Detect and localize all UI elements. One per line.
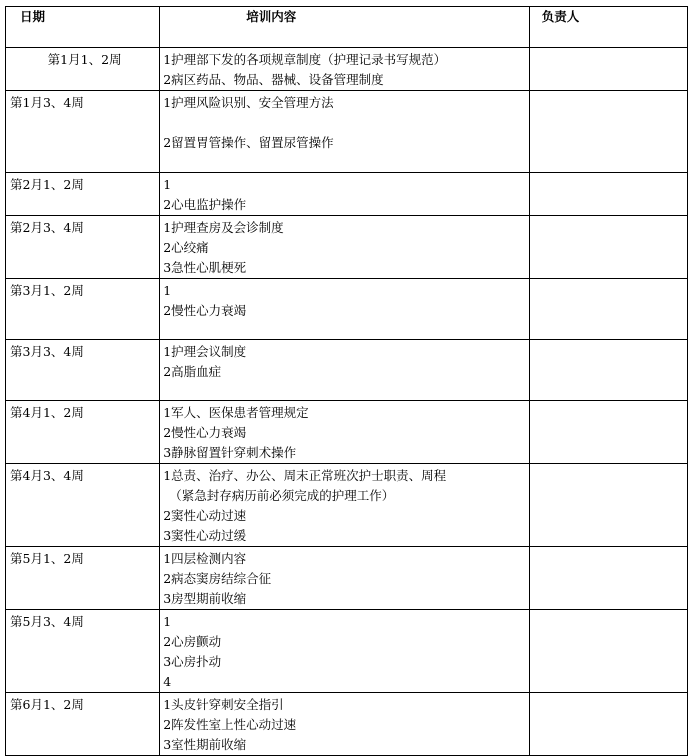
table-row	[6, 91, 688, 173]
content-line: 1头皮针穿刺安全指引	[163, 697, 284, 712]
content-cell	[160, 173, 530, 216]
content-line: 2窦性心动过速	[163, 508, 247, 523]
content-line: 3静脉留置针穿刺术操作	[163, 445, 297, 460]
date-cell: 第5月1、2周	[6, 547, 160, 610]
table-row	[6, 48, 688, 91]
table-row	[6, 610, 688, 693]
content-cell	[160, 340, 530, 401]
content-line: 2心房颤动	[163, 634, 222, 649]
header-date: 日期	[6, 7, 160, 48]
content-line: 2阵发性室上性心动过速	[163, 717, 297, 732]
owner-cell	[529, 464, 687, 547]
table-header-row	[6, 7, 688, 48]
content-cell	[160, 547, 530, 610]
owner-cell	[529, 340, 687, 401]
date-cell: 第6月1、2周	[6, 693, 160, 756]
content-line: 3急性心肌梗死	[163, 260, 247, 275]
content-cell	[160, 464, 530, 547]
content-line: 1	[163, 177, 172, 192]
owner-cell	[529, 216, 687, 279]
owner-cell	[529, 693, 687, 756]
table-row	[6, 279, 688, 340]
content-line: 3房型期前收缩	[163, 591, 247, 606]
table-row	[6, 693, 688, 756]
content-cell	[160, 48, 530, 91]
owner-cell	[529, 401, 687, 464]
date-cell: 第3月1、2周	[6, 279, 160, 340]
content-line: 1	[163, 283, 172, 298]
owner-cell	[529, 610, 687, 693]
content-line	[163, 113, 529, 133]
content-line: 2心绞痛	[163, 240, 209, 255]
content-line: 1军人、医保患者管理规定	[163, 405, 309, 420]
table-row	[6, 216, 688, 279]
content-line: 1四层检测内容	[163, 551, 247, 566]
content-cell	[160, 279, 530, 340]
content-line: 1护理风险识别、安全管理方法	[163, 95, 334, 110]
owner-cell	[529, 48, 687, 91]
date-cell: 第3月3、4周	[6, 340, 160, 401]
date-cell: 第1月3、4周	[6, 91, 160, 173]
owner-cell	[529, 547, 687, 610]
training-schedule-table	[5, 6, 688, 756]
content-line: 2慢性心力衰竭	[163, 425, 247, 440]
date-cell: 第4月3、4周	[6, 464, 160, 547]
table-row	[6, 340, 688, 401]
content-line: 2慢性心力衰竭	[163, 303, 247, 318]
date-cell: 第4月1、2周	[6, 401, 160, 464]
content-cell	[160, 401, 530, 464]
table-row	[6, 464, 688, 547]
content-line: 1总责、治疗、办公、周末正常班次护士职责、周程	[163, 468, 447, 483]
content-cell	[160, 693, 530, 756]
owner-cell	[529, 91, 687, 173]
header-content: 培训内容	[160, 7, 530, 48]
content-line: （紧急封存病历前必须完成的护理工作）	[169, 488, 395, 503]
content-line: 2病区药品、物品、器械、设备管理制度	[163, 72, 384, 87]
content-cell	[160, 216, 530, 279]
content-cell	[160, 91, 530, 173]
content-line: 3室性期前收缩	[163, 737, 247, 752]
content-line: 2留置胃管操作、留置尿管操作	[163, 135, 334, 150]
content-line: 1护理查房及会诊制度	[163, 220, 284, 235]
content-line: 1护理部下发的各项规章制度（护理记录书写规范）	[163, 52, 447, 67]
content-line: 3心房扑动	[163, 654, 222, 669]
header-owner: 负责人	[529, 7, 687, 48]
content-line: 4	[163, 674, 172, 689]
content-cell	[160, 610, 530, 693]
content-line: 2病态窦房结综合征	[163, 571, 272, 586]
content-line: 1护理会议制度	[163, 344, 247, 359]
table-row	[6, 547, 688, 610]
owner-cell	[529, 173, 687, 216]
date-cell: 第5月3、4周	[6, 610, 160, 693]
date-cell: 第1月1、2周	[6, 48, 160, 91]
date-cell: 第2月3、4周	[6, 216, 160, 279]
table-row	[6, 173, 688, 216]
table-row	[6, 401, 688, 464]
content-line: 2心电监护操作	[163, 197, 247, 212]
owner-cell	[529, 279, 687, 340]
content-line: 3窦性心动过缓	[163, 528, 247, 543]
date-cell: 第2月1、2周	[6, 173, 160, 216]
content-line: 2高脂血症	[163, 364, 222, 379]
content-line: 1	[163, 614, 172, 629]
